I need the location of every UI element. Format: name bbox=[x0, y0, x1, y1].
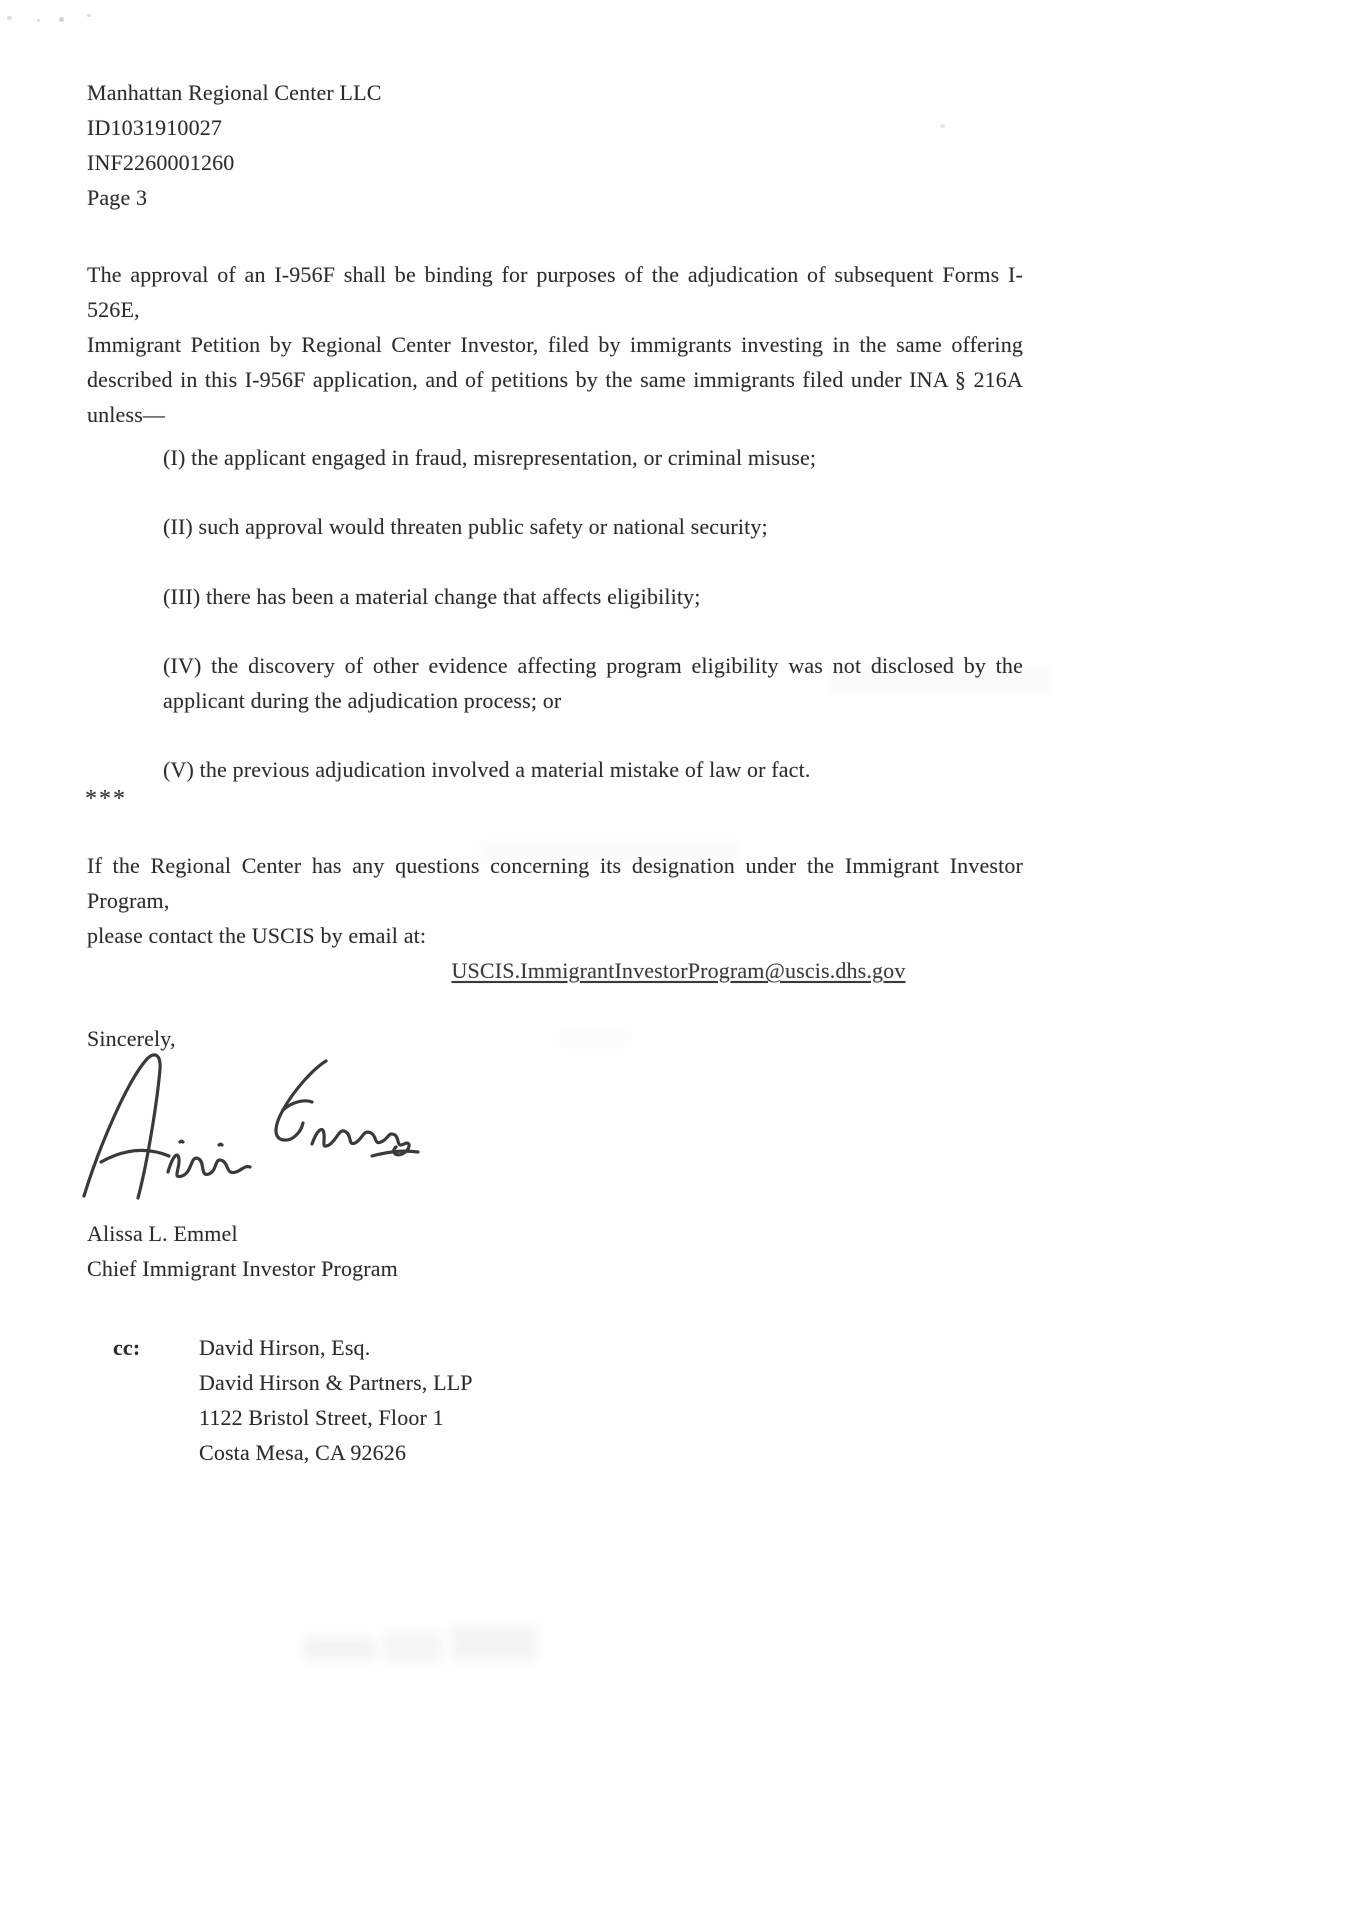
email-line bbox=[0, 953, 1357, 988]
cc-line: 1122 Bristol Street, Floor 1 bbox=[199, 1405, 444, 1430]
condition-line: (IV) the discovery of other evidence affecting program eligibility was not disclosed by the bbox=[163, 653, 1023, 678]
cc-label: cc: bbox=[113, 1335, 141, 1360]
contact-email-link[interactable]: USCIS.ImmigrantInvestorProgram@uscis.dhs.gov bbox=[451, 958, 906, 983]
paragraph-line: please contact the USCIS by email at: bbox=[87, 923, 427, 948]
bleed-through-smudge bbox=[295, 1618, 575, 1680]
cc-line: David Hirson, Esq. bbox=[199, 1335, 371, 1360]
recipient-name: Manhattan Regional Center LLC bbox=[87, 80, 382, 105]
asterisk-separator: *** bbox=[85, 786, 127, 812]
page-number-label: Page 3 bbox=[87, 185, 148, 210]
scan-artifact bbox=[560, 1030, 630, 1046]
condition-item-4 bbox=[163, 648, 1023, 718]
condition-item-2: (II) such approval would threaten public safety or national security; bbox=[163, 514, 768, 539]
paragraph-line: Immigrant Petition by Regional Center Investor, filed by immigrants investing in the same offering bbox=[87, 332, 1023, 357]
condition-item-3: (III) there has been a material change that affects eligibility; bbox=[163, 584, 701, 609]
paragraph-line: The approval of an I-956F shall be binding for purposes of the adjudication of subsequent Forms I-526E, bbox=[87, 262, 1023, 322]
cc-address-block bbox=[199, 1330, 473, 1470]
case-id: ID1031910027 bbox=[87, 115, 223, 140]
scan-speck bbox=[59, 17, 64, 22]
cc-line: David Hirson & Partners, LLP bbox=[199, 1370, 473, 1395]
contact-paragraph bbox=[87, 848, 1023, 953]
condition-item-5: (V) the previous adjudication involved a material mistake of law or fact. bbox=[163, 757, 811, 782]
letter-header bbox=[87, 75, 382, 215]
signer-name: Alissa L. Emmel bbox=[87, 1221, 238, 1246]
receipt-number: INF2260001260 bbox=[87, 150, 235, 175]
scan-speck bbox=[940, 124, 945, 128]
paragraph-line: described in this I-956F application, and of petitions by the same immigrants filed under INA § 216A bbox=[87, 367, 1023, 392]
condition-line: applicant during the adjudication process; or bbox=[163, 688, 562, 713]
handwritten-signature bbox=[72, 1046, 420, 1214]
approval-paragraph bbox=[87, 257, 1023, 432]
paragraph-line: unless— bbox=[87, 402, 166, 427]
cc-line: Costa Mesa, CA 92626 bbox=[199, 1440, 407, 1465]
condition-item-1: (I) the applicant engaged in fraud, misrepresentation, or criminal misuse; bbox=[163, 445, 817, 470]
signer-title: Chief Immigrant Investor Program bbox=[87, 1256, 398, 1281]
paragraph-line: If the Regional Center has any questions concerning its designation under the Immigrant Investor Program, bbox=[87, 853, 1023, 913]
scan-speck bbox=[7, 16, 12, 20]
scan-speck bbox=[87, 14, 91, 17]
scan-speck bbox=[37, 19, 40, 22]
closing-salutation: Sincerely, bbox=[87, 1026, 176, 1051]
signer-block bbox=[87, 1216, 398, 1286]
